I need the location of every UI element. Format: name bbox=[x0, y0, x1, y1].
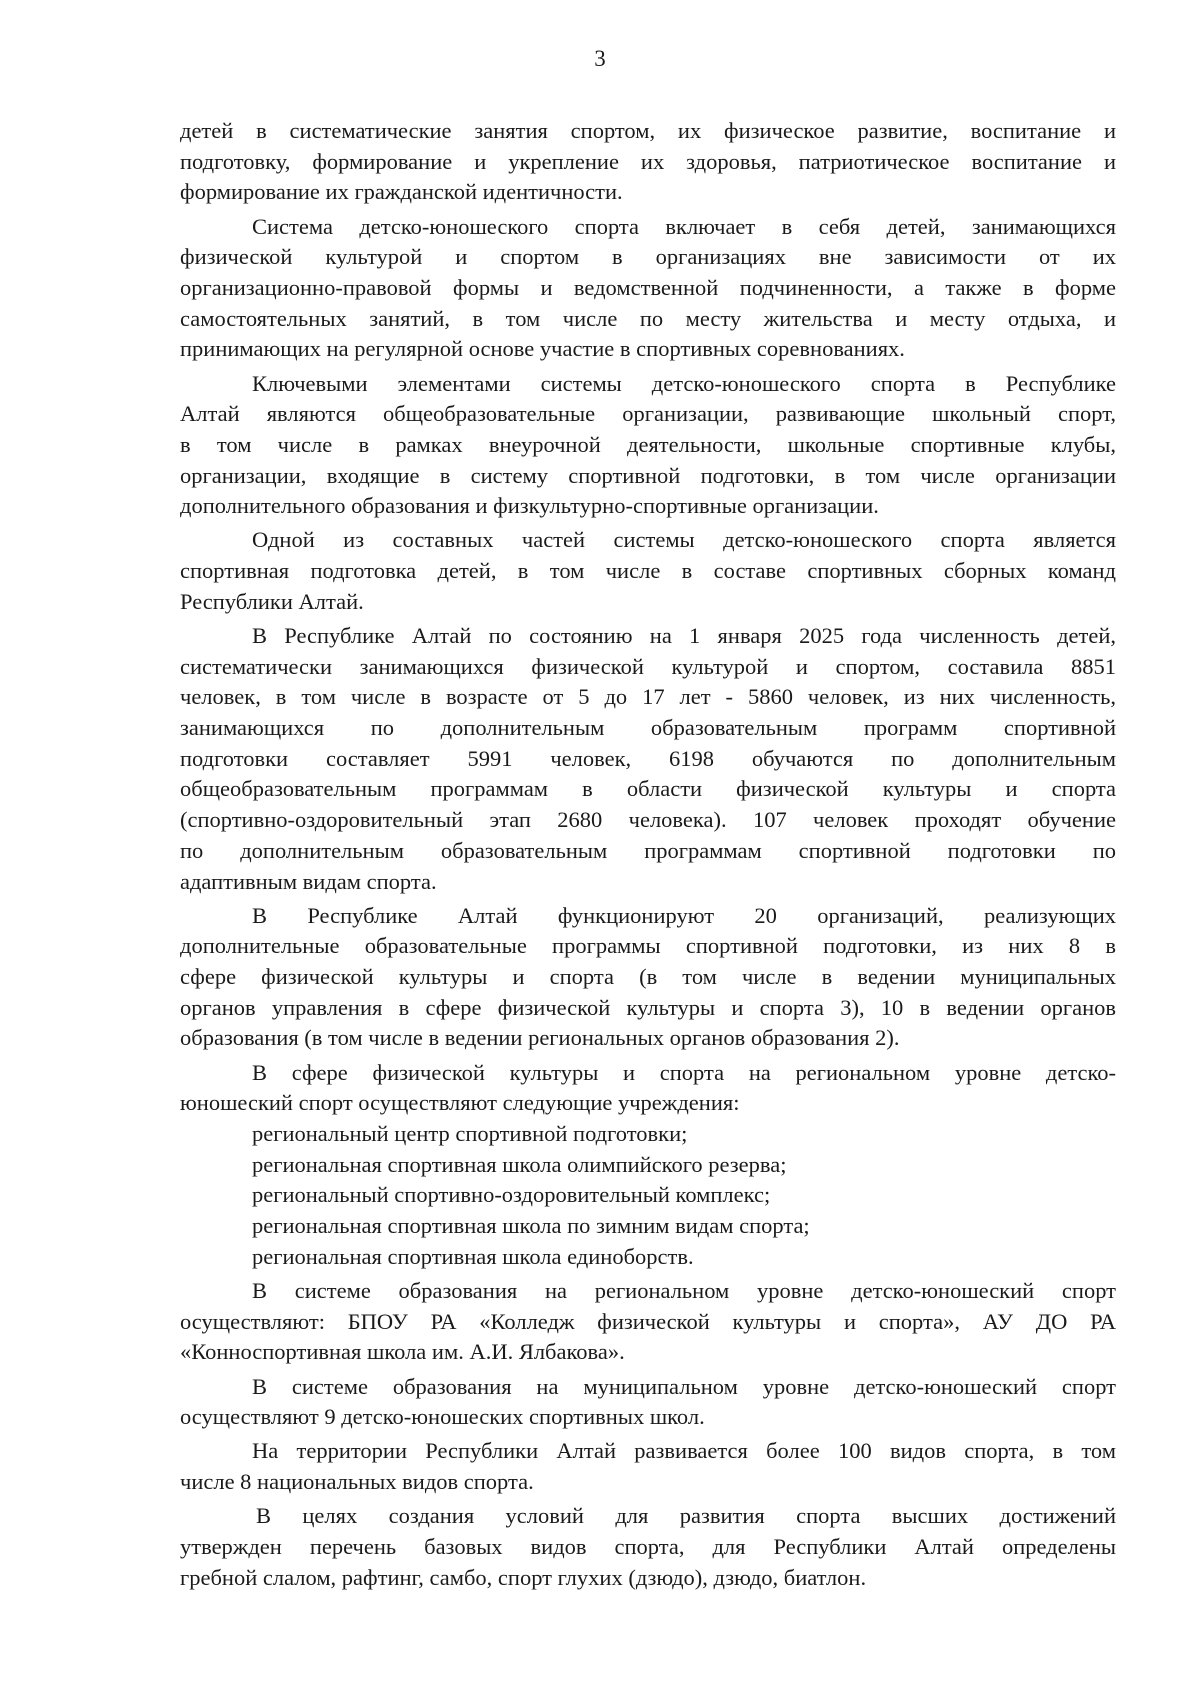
text-line: Ключевыми элементами системы детско-юношеского спорта в Республике bbox=[252, 370, 1116, 396]
paragraph bbox=[180, 212, 1116, 365]
text-line: В Республике Алтай функционируют 20 организаций, реализующих bbox=[252, 902, 1116, 928]
paragraph bbox=[180, 901, 1116, 1054]
text-line: «Конноспортивная школа им. А.И. Ялбакова». bbox=[180, 1339, 625, 1365]
text-line: юношеский спорт осуществляют следующие учреждения: bbox=[180, 1090, 740, 1116]
list-item: региональный спортивно-оздоровительный комплекс; bbox=[252, 1182, 771, 1208]
institution-list bbox=[180, 1119, 1116, 1272]
text-line: сфере физической культуры и спорта (в том числе в ведении муниципальных bbox=[180, 964, 1116, 990]
list-item: региональная спортивная школа единоборств. bbox=[252, 1243, 694, 1269]
text-line: утвержден перечень базовых видов спорта, для Республики Алтай определены bbox=[180, 1533, 1116, 1559]
text-line: общеобразовательным программам в области физической культуры и спорта bbox=[180, 776, 1116, 802]
paragraph bbox=[180, 116, 1116, 208]
text-line: организационно-правовой формы и ведомственной подчиненности, а также в форме bbox=[180, 274, 1116, 300]
text-line: Республики Алтай. bbox=[180, 588, 364, 614]
text-line: В Республике Алтай по состоянию на 1 января 2025 года численность детей, bbox=[252, 623, 1116, 648]
text-line: гребной слалом, рафтинг, самбо, спорт глухих (дзюдо), дзюдо, биатлон. bbox=[180, 1564, 867, 1590]
text-line: физической культурой и спортом в организациях вне зависимости от их bbox=[180, 244, 1116, 270]
list-item: региональная спортивная школа по зимним видам спорта; bbox=[252, 1213, 810, 1239]
text-line: принимающих на регулярной основе участие в спортивных соревнованиях. bbox=[180, 336, 905, 362]
text-line: На территории Республики Алтай развивается более 100 видов спорта, в том bbox=[252, 1438, 1116, 1464]
text-line: дополнительные образовательные программы спортивной подготовки, из них 8 в bbox=[180, 933, 1116, 959]
paragraph bbox=[180, 1058, 1116, 1119]
text-line: спортивная подготовка детей, в том числе в составе спортивных сборных команд bbox=[180, 558, 1116, 584]
text-line: В системе образования на муниципальном уровне детско-юношеский спорт bbox=[252, 1373, 1116, 1399]
text-line: занимающихся по дополнительным образовательным программ спортивной bbox=[180, 715, 1116, 741]
paragraph bbox=[180, 1276, 1116, 1368]
text-line: образования (в том числе в ведении региональных органов образования 2). bbox=[180, 1025, 900, 1051]
text-line: осуществляют: БПОУ РА «Колледж физической культуры и спорта», АУ ДО РА bbox=[180, 1308, 1116, 1334]
list-item: региональный центр спортивной подготовки; bbox=[252, 1121, 688, 1146]
text-line: по дополнительным образовательным программам спортивной подготовки по bbox=[180, 837, 1116, 863]
text-line: самостоятельных занятий, в том числе по месту жительства и месту отдыха, и bbox=[180, 305, 1116, 331]
paragraph bbox=[180, 1372, 1116, 1433]
text-line: В системе образования на региональном уровне детско-юношеский спорт bbox=[252, 1277, 1116, 1303]
text-line: человек, в том числе в возрасте от 5 до 17 лет - 5860 человек, из них численность, bbox=[180, 684, 1116, 710]
text-line: осуществляют 9 детско-юношеских спортивных школ. bbox=[180, 1404, 705, 1430]
page-number: 3 bbox=[594, 46, 606, 71]
paragraph bbox=[180, 369, 1116, 522]
list-item: региональная спортивная школа олимпийского резерва; bbox=[252, 1151, 787, 1177]
text-line: (спортивно-оздоровительный этап 2680 человека). 107 человек проходят обучение bbox=[180, 807, 1116, 833]
paragraph bbox=[180, 1436, 1116, 1497]
text-line: В сфере физической культуры и спорта на региональном уровне детско- bbox=[252, 1059, 1116, 1085]
text-line: организации, входящие в систему спортивной подготовки, в том числе организации bbox=[180, 462, 1116, 488]
text-line: В целях создания условий для развития спорта высших достижений bbox=[256, 1503, 1116, 1529]
text-line: детей в систематические занятия спортом, их физическое развитие, воспитание и bbox=[180, 118, 1116, 143]
text-line: числе 8 национальных видов спорта. bbox=[180, 1469, 534, 1495]
text-line: в том числе в рамках внеурочной деятельности, школьные спортивные клубы, bbox=[180, 431, 1116, 457]
text-line: Система детско-юношеского спорта включает в себя детей, занимающихся bbox=[252, 213, 1116, 239]
text-line: формирование их гражданской идентичности. bbox=[180, 179, 623, 205]
text-line: адаптивным видам спорта. bbox=[180, 868, 437, 894]
text-line: подготовки составляет 5991 человек, 6198 обучаются по дополнительным bbox=[180, 745, 1116, 771]
body-text bbox=[180, 116, 1116, 1593]
text-line: Одной из составных частей системы детско-юношеского спорта является bbox=[252, 527, 1116, 553]
text-line: систематически занимающихся физической культурой и спортом, составила 8851 bbox=[180, 653, 1116, 679]
text-line: подготовку, формирование и укрепление их здоровья, патриотическое воспитание и bbox=[180, 148, 1116, 174]
paragraph bbox=[180, 621, 1116, 897]
text-line: органов управления в сфере физической культуры и спорта 3), 10 в ведении органов bbox=[180, 994, 1116, 1020]
paragraph bbox=[180, 1501, 1116, 1593]
paragraph bbox=[180, 525, 1116, 617]
text-line: Алтай являются общеобразовательные организации, развивающие школьный спорт, bbox=[180, 401, 1116, 427]
text-line: дополнительного образования и физкультурно-спортивные организации. bbox=[180, 493, 879, 519]
